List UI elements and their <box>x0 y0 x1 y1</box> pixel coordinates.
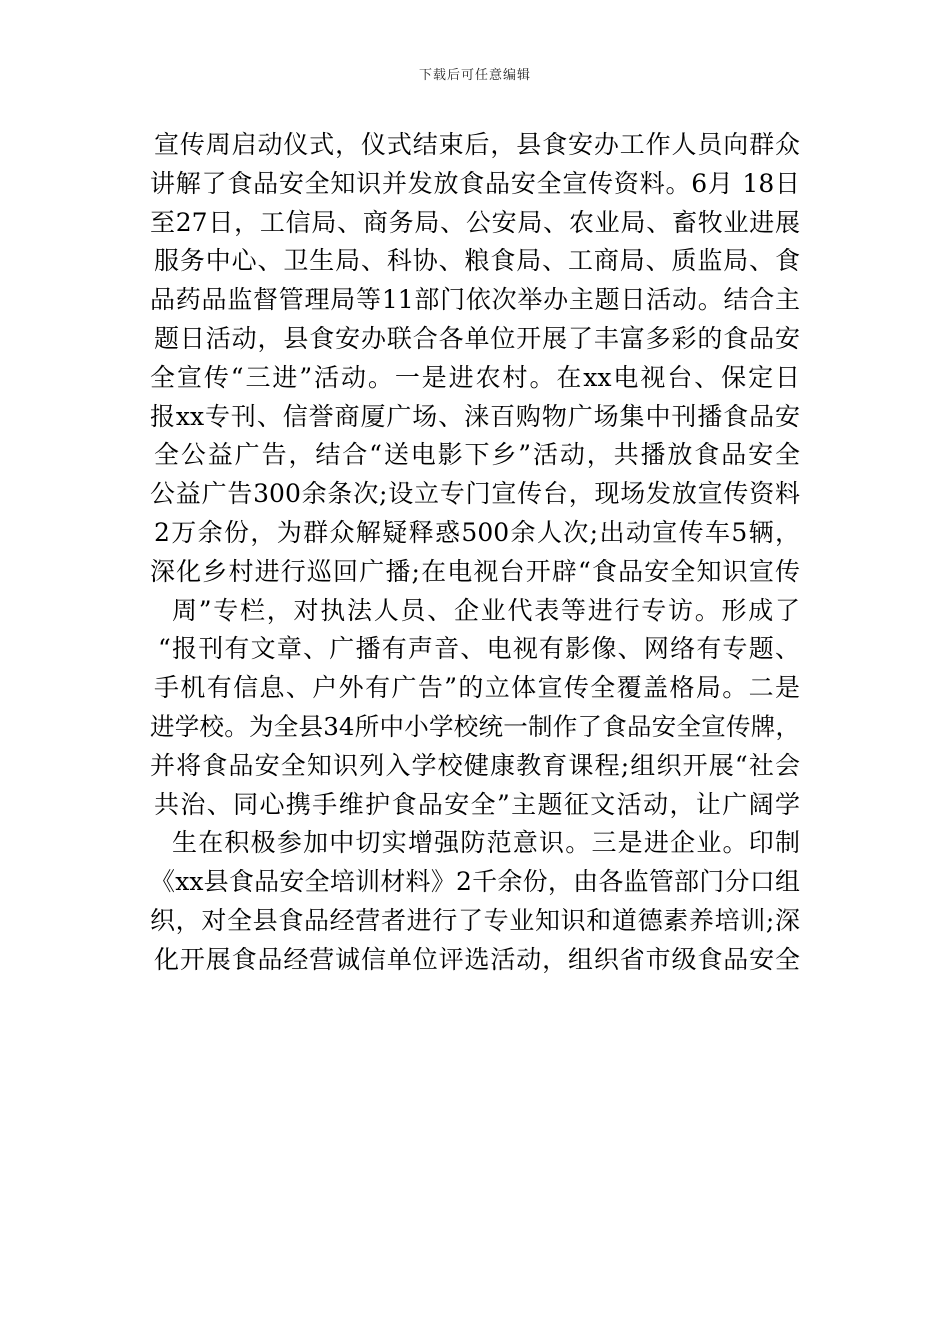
text-line: 周”专栏，对执法人员、企业代表等进行专访。形成了 <box>172 595 800 625</box>
page-header: 下载后可任意编辑 <box>418 68 531 83</box>
text-line: 宣传周启动仪式，仪式结束后，县食安办工作人员向群众 <box>154 130 800 159</box>
text-line: 题日活动，县食安办联合各单位开展了丰富多彩的食品安 <box>154 323 800 353</box>
text-line: 全宣传“三进”活动。一是进农村。在xx电视台、保定日 <box>150 362 800 392</box>
text-line: 共治、同心携手维护食品安全”主题征文活动，让广阔学 <box>154 789 800 819</box>
text-line: 至27日，工信局、商务局、公安局、农业局、畜牧业进展 <box>150 207 800 237</box>
text-line: 报xx专刊、信誉商厦广场、涞百购物广场集中刊播食品安 <box>150 401 800 431</box>
text-line: 品药品监督管理局等11部门依次举办主题日活动。结合主 <box>150 285 800 315</box>
text-line: 手机有信息、户外有广告”的立体宣传全覆盖格局。二是 <box>154 673 800 703</box>
text-line: 深化乡村进行巡回广播;在电视台开辟“食品安全知识宣传 <box>150 556 800 586</box>
text-line: 2万余份，为群众解疑释惑500余人次;出动宣传车5辆， <box>154 517 800 547</box>
text-line: 化开展食品经营诚信单位评选活动，组织省市级食品安全 <box>154 944 800 974</box>
text-line: 讲解了食品安全知识并发放食品安全宣传资料。6月 18日 <box>150 168 800 198</box>
text-line: 《xx县食品安全培训材料》2千余份，由各监管部门分口组 <box>150 867 800 897</box>
body-text <box>150 126 800 980</box>
text-line: 并将食品安全知识列入学校健康教育课程;组织开展“社会 <box>150 750 800 780</box>
text-line: 织，对全县食品经营者进行了专业知识和道德素养培训;深 <box>150 905 800 935</box>
text-line: 公益广告300余条次;设立专门宣传台，现场发放宣传资料 <box>150 479 800 509</box>
text-line: 服务中心、卫生局、科协、粮食局、工商局、质监局、食 <box>154 246 800 276</box>
text-line: 进学校。为全县34所中小学校统一制作了食品安全宣传牌， <box>150 711 800 741</box>
text-line: 全公益广告，结合“送电影下乡”活动，共播放食品安全 <box>154 440 800 470</box>
text-line: “报刊有文章、广播有声音、电视有影像、网络有专题、 <box>158 634 800 664</box>
text-line: 生在积极参加中切实增强防范意识。三是进企业。印制 <box>172 828 800 858</box>
